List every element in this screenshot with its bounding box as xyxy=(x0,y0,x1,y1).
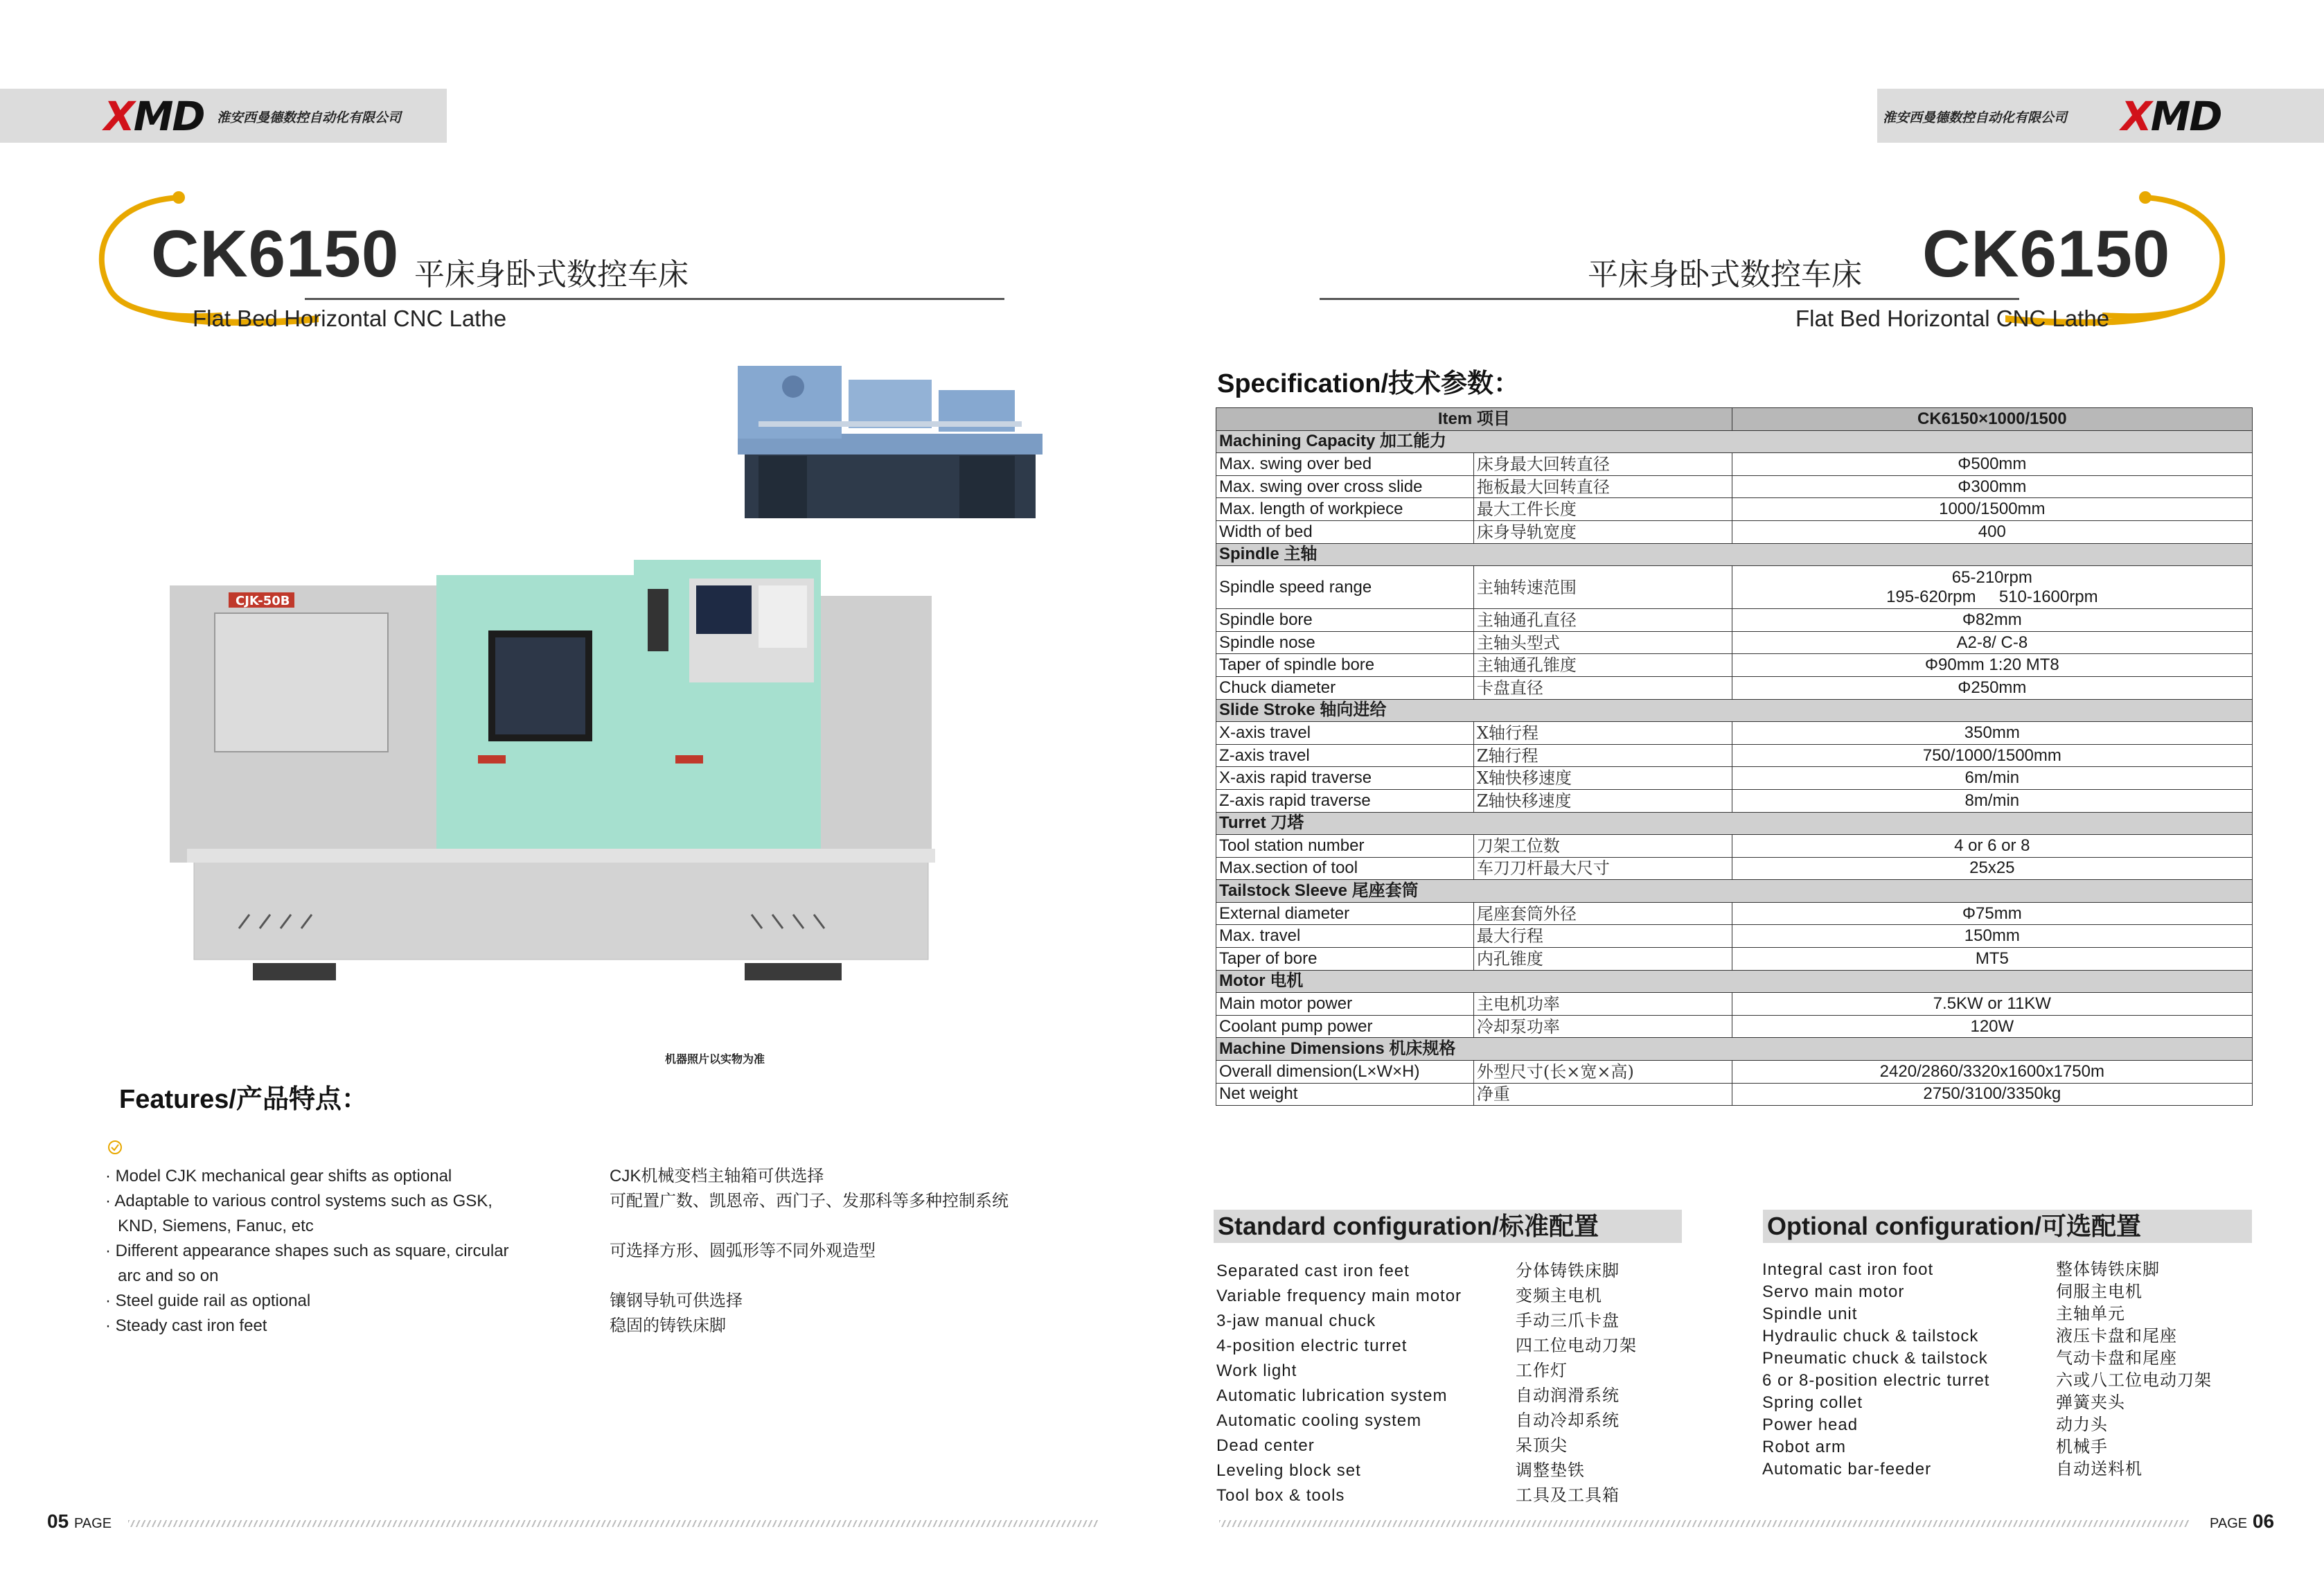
feature-item: · Adaptable to various control systems such as GSK, xyxy=(105,1192,493,1210)
standard-config-item-cn: 分体铸铁床脚 xyxy=(1516,1262,1620,1280)
spec-value: Φ82mm xyxy=(1732,609,2252,632)
standard-config-item-cn: 工作灯 xyxy=(1516,1361,1568,1380)
spec-value: Φ90mm 1:20 MT8 xyxy=(1732,654,2252,677)
spec-value: 350mm xyxy=(1732,722,2252,745)
left-model-title: CK6150 xyxy=(151,217,400,291)
optional-config-item-cn: 机械手 xyxy=(2056,1438,2108,1456)
spec-row xyxy=(1216,789,2253,812)
spec-value: Φ300mm xyxy=(1732,475,2252,498)
optional-config-item-cn: 伺服主电机 xyxy=(2056,1282,2143,1301)
spec-row xyxy=(1216,498,2253,521)
spec-item-en: X-axis rapid traverse xyxy=(1216,767,1474,790)
right-model-title: CK6150 xyxy=(1922,217,2171,291)
optional-config-item: Automatic bar-feeder xyxy=(1762,1460,1932,1479)
spec-item-cn: 主轴通孔锥度 xyxy=(1473,654,1732,677)
left-company-name: 淮安西曼德数控自动化有限公司 xyxy=(217,111,402,125)
spec-value: 25x25 xyxy=(1732,857,2252,880)
right-en-title: Flat Bed Horizontal CNC Lathe xyxy=(1795,306,2110,331)
spec-item-cn: Z轴行程 xyxy=(1473,744,1732,767)
spec-value-line: 65-210rpm xyxy=(1951,567,2032,587)
right-title-rule xyxy=(1320,298,2019,300)
optional-config-item: Pneumatic chuck & tailstock xyxy=(1762,1349,1988,1368)
spec-item-cn: X轴行程 xyxy=(1473,722,1732,745)
standard-config-item-cn: 四工位电动刀架 xyxy=(1516,1336,1637,1355)
optional-config-item-cn: 整体铸铁床脚 xyxy=(2056,1260,2160,1279)
left-logo: XMD xyxy=(104,93,204,140)
optional-config-item: Robot arm xyxy=(1762,1438,1847,1456)
spec-value: 2750/3100/3350kg xyxy=(1732,1083,2252,1106)
standard-config-item: Leveling block set xyxy=(1216,1461,1361,1480)
spec-row xyxy=(1216,631,2253,654)
spec-group-title: Turret 刀塔 xyxy=(1216,812,2253,835)
spec-item-en: Main motor power xyxy=(1216,993,1474,1016)
feature-item: · Model CJK mechanical gear shifts as optional xyxy=(105,1167,452,1185)
spec-value: Φ250mm xyxy=(1732,676,2252,699)
spec-item-cn: 尾座套筒外径 xyxy=(1473,902,1732,925)
spec-item-en: Chuck diameter xyxy=(1216,676,1474,699)
spec-group-row xyxy=(1216,970,2253,993)
spec-group-title: Machine Dimensions 机床规格 xyxy=(1216,1038,2253,1061)
features-list-cn xyxy=(610,1164,1081,1339)
optional-config-item-cn: 自动送料机 xyxy=(2056,1460,2143,1479)
spec-col-model: CK6150×1000/1500 xyxy=(1732,408,2252,431)
spec-value: 750/1000/1500mm xyxy=(1732,744,2252,767)
standard-config-item-cn: 变频主电机 xyxy=(1516,1287,1602,1305)
left-footer-hatch xyxy=(128,1520,1098,1527)
manual-lathe-photo xyxy=(731,352,1049,525)
standard-config-item: Automatic cooling system xyxy=(1216,1411,1422,1430)
spec-item-cn: X轴快移速度 xyxy=(1473,767,1732,790)
spec-group-row xyxy=(1216,430,2253,453)
spec-item-cn: 主轴转速范围 xyxy=(1473,566,1732,609)
spec-item-en: Z-axis travel xyxy=(1216,744,1474,767)
right-page-number: PAGE 06 xyxy=(2210,1510,2275,1532)
spec-group-row xyxy=(1216,1038,2253,1061)
feature-item-cn: 镶钢导轨可供选择 xyxy=(610,1291,743,1310)
spec-row xyxy=(1216,475,2253,498)
spec-value: Φ75mm xyxy=(1732,902,2252,925)
spec-item-en: X-axis travel xyxy=(1216,722,1474,745)
spec-item-cn: 冷却泵功率 xyxy=(1473,1015,1732,1038)
spec-item-en: Spindle speed range xyxy=(1216,566,1474,609)
spec-row xyxy=(1216,1083,2253,1106)
optional-config-item-cn: 气动卡盘和尾座 xyxy=(2056,1349,2177,1368)
spec-row xyxy=(1216,767,2253,790)
spec-group-row xyxy=(1216,880,2253,903)
right-cn-title: 平床身卧式数控车床 xyxy=(1588,258,1862,292)
spec-value: 2420/2860/3320x1600x1750m xyxy=(1732,1061,2252,1084)
optional-config-list-cn xyxy=(2056,1259,2212,1481)
standard-config-item-cn: 手动三爪卡盘 xyxy=(1516,1312,1620,1330)
spec-row xyxy=(1216,902,2253,925)
optional-config-item: Spring collet xyxy=(1762,1393,1863,1412)
spec-value: A2-8/ C-8 xyxy=(1732,631,2252,654)
spec-row xyxy=(1216,520,2253,543)
spec-group-row xyxy=(1216,812,2253,835)
spec-value: 150mm xyxy=(1732,925,2252,948)
features-heading: Features/产品特点： xyxy=(119,1085,368,1114)
spec-header-row xyxy=(1216,408,2253,431)
spec-value xyxy=(1732,566,2252,609)
feature-item-cn: CJK机械变档主轴箱可供选择 xyxy=(610,1167,824,1185)
spec-value: 8m/min xyxy=(1732,789,2252,812)
standard-config-item-cn: 自动冷却系统 xyxy=(1516,1411,1620,1430)
spec-item-en: Overall dimension(L×W×H) xyxy=(1216,1061,1474,1084)
optional-config-list-en xyxy=(1762,1259,1989,1481)
spec-row xyxy=(1216,857,2253,880)
spec-row xyxy=(1216,654,2253,677)
standard-config-item-cn: 呆顶尖 xyxy=(1516,1436,1568,1455)
standard-config-item-cn: 调整垫铁 xyxy=(1516,1461,1585,1480)
features-bullet-icon xyxy=(107,1140,123,1155)
spec-row xyxy=(1216,676,2253,699)
optional-config-item: Power head xyxy=(1762,1415,1859,1434)
feature-item-cn: 可配置广数、凯恩帝、西门子、发那科等多种控制系统 xyxy=(610,1192,1009,1210)
spec-row xyxy=(1216,925,2253,948)
spec-value: 120W xyxy=(1732,1015,2252,1038)
spec-item-en: Max.section of tool xyxy=(1216,857,1474,880)
standard-config-item: Separated cast iron feet xyxy=(1216,1262,1410,1280)
spec-row xyxy=(1216,453,2253,476)
spec-item-cn: 最大行程 xyxy=(1473,925,1732,948)
spec-group-title: Motor 电机 xyxy=(1216,970,2253,993)
standard-config-heading: Standard configuration/标准配置 xyxy=(1214,1210,1682,1243)
feature-item-cn: 稳固的铸铁床脚 xyxy=(610,1316,726,1335)
spec-group-title: Machining Capacity 加工能力 xyxy=(1216,430,2253,453)
spec-row xyxy=(1216,1015,2253,1038)
spec-item-en: Tool station number xyxy=(1216,835,1474,858)
optional-config-item: Integral cast iron foot xyxy=(1762,1260,1934,1279)
standard-config-list-en xyxy=(1216,1259,1462,1508)
spec-item-cn: 外型尺寸(长×宽×高) xyxy=(1473,1061,1732,1084)
spec-item-en: Max. swing over bed xyxy=(1216,453,1474,476)
spec-value-line: 195-620rpm 510-1600rpm xyxy=(1886,587,2098,606)
photo-caption: 机器照片以实物为准 xyxy=(665,1054,765,1066)
spec-value: 7.5KW or 11KW xyxy=(1732,993,2252,1016)
spec-item-cn: 主轴通孔直径 xyxy=(1473,609,1732,632)
spec-item-en: Spindle nose xyxy=(1216,631,1474,654)
right-logo: XMD xyxy=(2121,93,2221,140)
left-page-number: 05 PAGE xyxy=(47,1510,112,1532)
spec-group-row xyxy=(1216,699,2253,722)
spec-item-en: Net weight xyxy=(1216,1083,1474,1106)
right-footer-hatch xyxy=(1219,1520,2189,1527)
standard-config-item: Dead center xyxy=(1216,1436,1315,1455)
spec-row xyxy=(1216,609,2253,632)
right-company-name: 淮安西曼德数控自动化有限公司 xyxy=(1883,111,2068,125)
spec-item-cn: 车刀刀杆最大尺寸 xyxy=(1473,857,1732,880)
spec-group-title: Spindle 主轴 xyxy=(1216,543,2253,566)
feature-item-cont: KND, Siemens, Fanuc, etc xyxy=(118,1217,314,1235)
spec-row xyxy=(1216,744,2253,767)
spec-item-en: Coolant pump power xyxy=(1216,1015,1474,1038)
spec-row xyxy=(1216,993,2253,1016)
spec-item-cn: 内孔锥度 xyxy=(1473,948,1732,971)
optional-config-item-cn: 弹簧夹头 xyxy=(2056,1393,2125,1412)
spec-item-en: Width of bed xyxy=(1216,520,1474,543)
spec-row xyxy=(1216,566,2253,609)
spec-value: 1000/1500mm xyxy=(1732,498,2252,521)
standard-config-item: 4-position electric turret xyxy=(1216,1336,1408,1355)
standard-config-item-cn: 自动润滑系统 xyxy=(1516,1386,1620,1405)
optional-config-item-cn: 主轴单元 xyxy=(2056,1305,2125,1323)
spec-item-cn: 刀架工位数 xyxy=(1473,835,1732,858)
left-cn-title: 平床身卧式数控车床 xyxy=(414,258,689,292)
spec-value: 400 xyxy=(1732,520,2252,543)
optional-config-item-cn: 六或八工位电动刀架 xyxy=(2056,1371,2212,1390)
spec-item-cn: 床身导轨宽度 xyxy=(1473,520,1732,543)
spec-item-cn: 卡盘直径 xyxy=(1473,676,1732,699)
spec-item-cn: 主轴头型式 xyxy=(1473,631,1732,654)
spec-item-cn: 拖板最大回转直径 xyxy=(1473,475,1732,498)
spec-item-en: Spindle bore xyxy=(1216,609,1474,632)
left-en-title: Flat Bed Horizontal CNC Lathe xyxy=(193,306,507,331)
optional-config-heading: Optional configuration/可选配置 xyxy=(1763,1210,2252,1243)
spec-item-en: Max. length of workpiece xyxy=(1216,498,1474,521)
spec-value: MT5 xyxy=(1732,948,2252,971)
spec-item-cn: 床身最大回转直径 xyxy=(1473,453,1732,476)
cnc-lathe-photo xyxy=(170,554,946,998)
standard-config-item: Tool box & tools xyxy=(1216,1486,1345,1505)
spec-item-cn: 最大工件长度 xyxy=(1473,498,1732,521)
spec-group-title: Tailstock Sleeve 尾座套筒 xyxy=(1216,880,2253,903)
optional-config-item: Spindle unit xyxy=(1762,1305,1858,1323)
spec-item-en: Max. travel xyxy=(1216,925,1474,948)
spec-table xyxy=(1216,407,2253,1106)
spec-col-item: Item 项目 xyxy=(1216,408,1732,431)
spec-item-cn: 主电机功率 xyxy=(1473,993,1732,1016)
standard-config-item: Automatic lubrication system xyxy=(1216,1386,1448,1405)
feature-item-cn: 可选择方形、圆弧形等不同外观造型 xyxy=(610,1242,876,1260)
features-list-en xyxy=(105,1164,590,1339)
spec-group-title: Slide Stroke 轴向进给 xyxy=(1216,699,2253,722)
machine-plate: CJK-50B xyxy=(236,594,290,608)
spec-item-en: Taper of spindle bore xyxy=(1216,654,1474,677)
standard-config-item-cn: 工具及工具箱 xyxy=(1516,1486,1620,1505)
feature-item: · Different appearance shapes such as square, circular xyxy=(105,1242,509,1260)
spec-row xyxy=(1216,1061,2253,1084)
spec-item-en: Taper of bore xyxy=(1216,948,1474,971)
feature-item: · Steady cast iron feet xyxy=(105,1316,267,1335)
spec-value: 4 or 6 or 8 xyxy=(1732,835,2252,858)
standard-config-list-cn xyxy=(1516,1259,1637,1508)
optional-config-item: 6 or 8-position electric turret xyxy=(1762,1371,1990,1390)
optional-config-item: Hydraulic chuck & tailstock xyxy=(1762,1327,1979,1346)
optional-config-item-cn: 液压卡盘和尾座 xyxy=(2056,1327,2177,1346)
spec-row xyxy=(1216,835,2253,858)
feature-item-cont: arc and so on xyxy=(118,1267,219,1285)
spec-heading: Specification/技术参数： xyxy=(1217,369,1520,398)
spec-group-row xyxy=(1216,543,2253,566)
spec-item-en: Z-axis rapid traverse xyxy=(1216,789,1474,812)
spec-item-cn: Z轴快移速度 xyxy=(1473,789,1732,812)
spec-row xyxy=(1216,948,2253,971)
spec-row xyxy=(1216,722,2253,745)
spec-item-en: Max. swing over cross slide xyxy=(1216,475,1474,498)
optional-config-item-cn: 动力头 xyxy=(2056,1415,2108,1434)
spec-value: 6m/min xyxy=(1732,767,2252,790)
standard-config-item: 3-jaw manual chuck xyxy=(1216,1312,1376,1330)
spec-item-cn: 净重 xyxy=(1473,1083,1732,1106)
left-title-rule xyxy=(305,298,1004,300)
standard-config-item: Variable frequency main motor xyxy=(1216,1287,1462,1305)
optional-config-item: Servo main motor xyxy=(1762,1282,1905,1301)
feature-item: · Steel guide rail as optional xyxy=(105,1291,311,1310)
spec-item-en: External diameter xyxy=(1216,902,1474,925)
standard-config-item: Work light xyxy=(1216,1361,1297,1380)
spec-value: Φ500mm xyxy=(1732,453,2252,476)
